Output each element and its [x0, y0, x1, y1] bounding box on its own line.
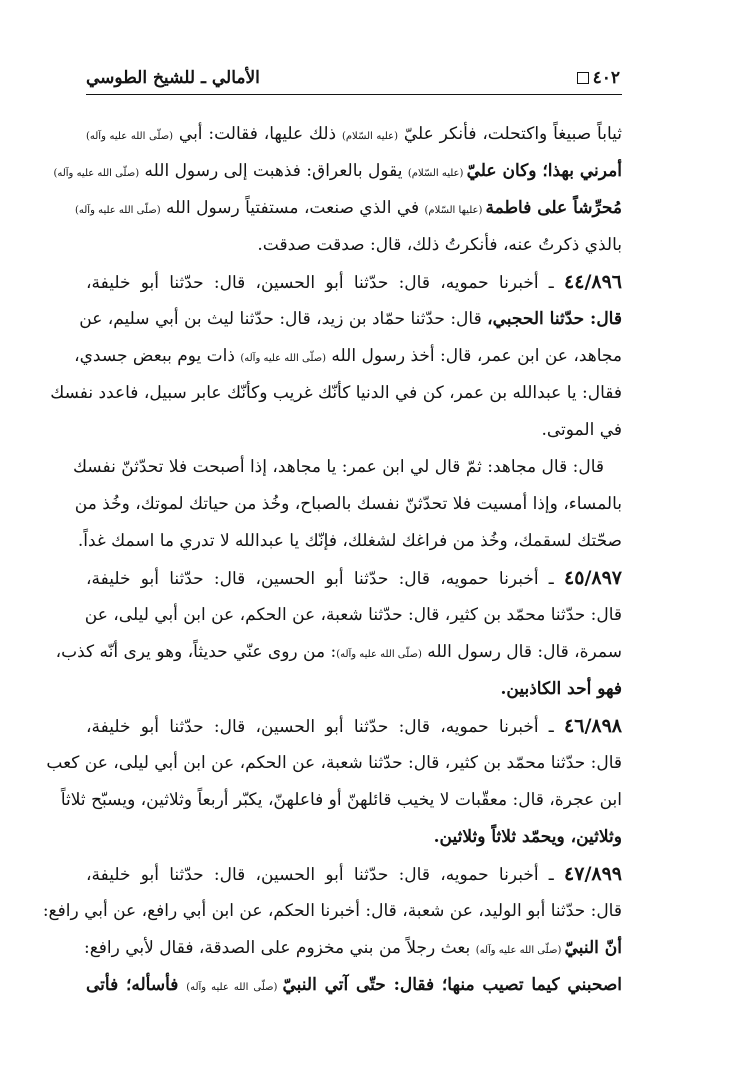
text-line — [60, 782, 622, 819]
page-header — [86, 58, 620, 88]
page-number-text: ٤٠٢ — [592, 68, 620, 88]
text-segment: (عليها السّلام) — [424, 205, 486, 216]
text-segment: قال: حدّثنا حمّاد بن زيد، قال: حدّثنا ليث بن أبي سليم، عن — [79, 309, 488, 329]
text-segment: في الموتى. — [541, 420, 622, 440]
running-title: الأمالي ـ للشيخ الطوسي — [86, 68, 260, 88]
text-segment: في الذي صنعت، مستفتياً رسول الله — [160, 198, 425, 218]
text-line — [86, 227, 622, 264]
text-segment: ـ أخبرنا حمويه، قال: حدّثنا أبو الحسين، قال: حدّثنا أبو خليفة، — [86, 569, 565, 589]
text-segment: بعث رجلاً من بني مخزوم على الصدقة، فقال لأبي رافع: — [83, 938, 476, 958]
page-number — [577, 68, 620, 88]
text-segment: (صلّى الله عليه وآله) — [53, 168, 140, 179]
text-line — [86, 856, 622, 893]
text-line — [86, 597, 622, 634]
text-line — [83, 930, 622, 967]
text-segment: ذلك عليها، فقالت: أبي — [173, 124, 342, 144]
text-line — [79, 301, 622, 338]
text-segment: ـ أخبرنا حمويه، قال: حدّثنا أبو الحسين، قال: حدّثنا أبو خليفة، — [86, 865, 565, 885]
text-segment: (صلّى الله عليه وآله) — [186, 982, 283, 993]
square-icon — [577, 72, 589, 84]
text-segment: فأسأله؛ فأتى — [86, 975, 187, 995]
text-segment: مجاهد، عن ابن عمر، قال: أخذ رسول الله — [326, 346, 622, 366]
text-segment: (صلّى الله عليه وآله) — [240, 353, 327, 364]
text-segment: أمرني بهذا؛ وكان عليّ — [466, 161, 622, 181]
text-segment: اصحبني كيما تصيب منها؛ فقال: حتّى آتي النبيّ — [282, 975, 622, 995]
text-line — [86, 560, 622, 597]
text-line — [86, 116, 622, 153]
text-segment: ـ أخبرنا حمويه، قال: حدّثنا أبو الحسين، قال: حدّثنا أبو خليفة، — [86, 717, 565, 737]
text-line — [74, 486, 622, 523]
text-segment: (صلّى الله عليه وآله) — [336, 649, 422, 660]
text-line — [74, 338, 622, 375]
text-line — [42, 893, 622, 930]
text-segment: سمرة، قال: قال رسول الله — [421, 642, 622, 662]
text-segment: ذات يوم ببعض جسدي، — [74, 346, 241, 366]
text-segment: بالمساء، وإذا أمسيت فلا تحدّثنّ نفسك بالصباح، وخُذ من حياتك لموتك، وخُذ من — [74, 494, 622, 514]
text-segment: قال: حدّثنا محمّد بن كثير، قال: حدّثنا شعبة، عن الحكم، عن ابن أبي ليلى، عن — [84, 605, 622, 625]
body-text — [42, 116, 623, 1004]
text-line — [55, 634, 622, 671]
text-segment: ابن عجرة، قال: معقّبات لا يخيب قائلهنّ أو فاعلهنّ، يكبّر أربعاً وثلاثين، ويسبّح ثلاثاً — [60, 790, 622, 810]
text-segment: وثلاثين، ويحمّد ثلاثاً وثلاثين. — [433, 827, 622, 847]
text-line — [77, 523, 622, 560]
text-line — [86, 819, 622, 856]
text-line — [86, 264, 622, 301]
hadith-number: ٤٦/٨٩٨ — [564, 715, 622, 737]
text-segment: أنّ النبيّ — [564, 938, 622, 958]
text-segment: قال: قال مجاهد: ثمّ قال لي ابن عمر: يا مجاهد، إذا أصبحت فلا تحدّثنّ نفسك — [72, 457, 604, 477]
text-segment: صحّتك لسقمك، وخُذ من فراغك لشغلك، فإنّك يا عبدالله لا تدري ما اسمك غداً. — [77, 531, 622, 551]
header-divider — [86, 94, 622, 95]
text-segment: (صلّى الله عليه وآله) — [86, 131, 174, 142]
text-segment: : من روى عنّي حديثاً، وهو يرى أنّه كذب، — [55, 642, 337, 662]
text-segment: يقول بالعراق: فذهبت إلى رسول الله — [139, 161, 408, 181]
text-segment: فقال: يا عبدالله بن عمر، كن في الدنيا كأنّك غريب وكأنّك عابر سبيل، فاعدد نفسك — [50, 383, 622, 403]
text-line — [86, 708, 622, 745]
text-line — [86, 412, 622, 449]
text-segment: (عليه السّلام) — [341, 131, 398, 142]
text-segment: ـ أخبرنا حمويه، قال: حدّثنا أبو الحسين، قال: حدّثنا أبو خليفة، — [86, 273, 565, 293]
text-segment: (عليه السّلام) — [407, 168, 467, 179]
text-line — [75, 190, 622, 227]
text-line — [86, 967, 622, 1004]
text-segment: فهو أحد الكاذبين. — [500, 679, 622, 699]
hadith-number: ٤٧/٨٩٩ — [564, 863, 622, 885]
text-segment: قال: حدّثنا الحجبي، — [487, 309, 622, 329]
text-line — [72, 449, 622, 486]
text-segment: قال: حدّثنا محمّد بن كثير، قال: حدّثنا شعبة، عن الحكم، عن ابن أبي ليلى، عن كعب — [46, 753, 622, 773]
text-segment: (صلّى الله عليه وآله) — [475, 945, 565, 956]
text-line — [50, 375, 622, 412]
text-segment: (صلّى الله عليه وآله) — [75, 205, 161, 216]
text-segment: قال: حدّثنا أبو الوليد، عن شعبة، قال: أخبرنا الحكم، عن ابن أبي رافع، عن أبي رافع: — [42, 901, 622, 921]
text-line — [53, 153, 622, 190]
text-segment: بالذي ذكرتُ عنه، فأنكرتُ ذلك، قال: صدقت صدقت. — [257, 235, 622, 255]
hadith-number: ٤٥/٨٩٧ — [564, 567, 622, 589]
hadith-number: ٤٤/٨٩٦ — [564, 271, 622, 293]
text-line — [46, 745, 622, 782]
text-segment: مُحرِّشاً على فاطمة — [485, 198, 622, 218]
text-line — [86, 671, 622, 708]
text-segment: ثياباً صبيغاً واكتحلت، فأنكر عليّ — [397, 124, 623, 144]
